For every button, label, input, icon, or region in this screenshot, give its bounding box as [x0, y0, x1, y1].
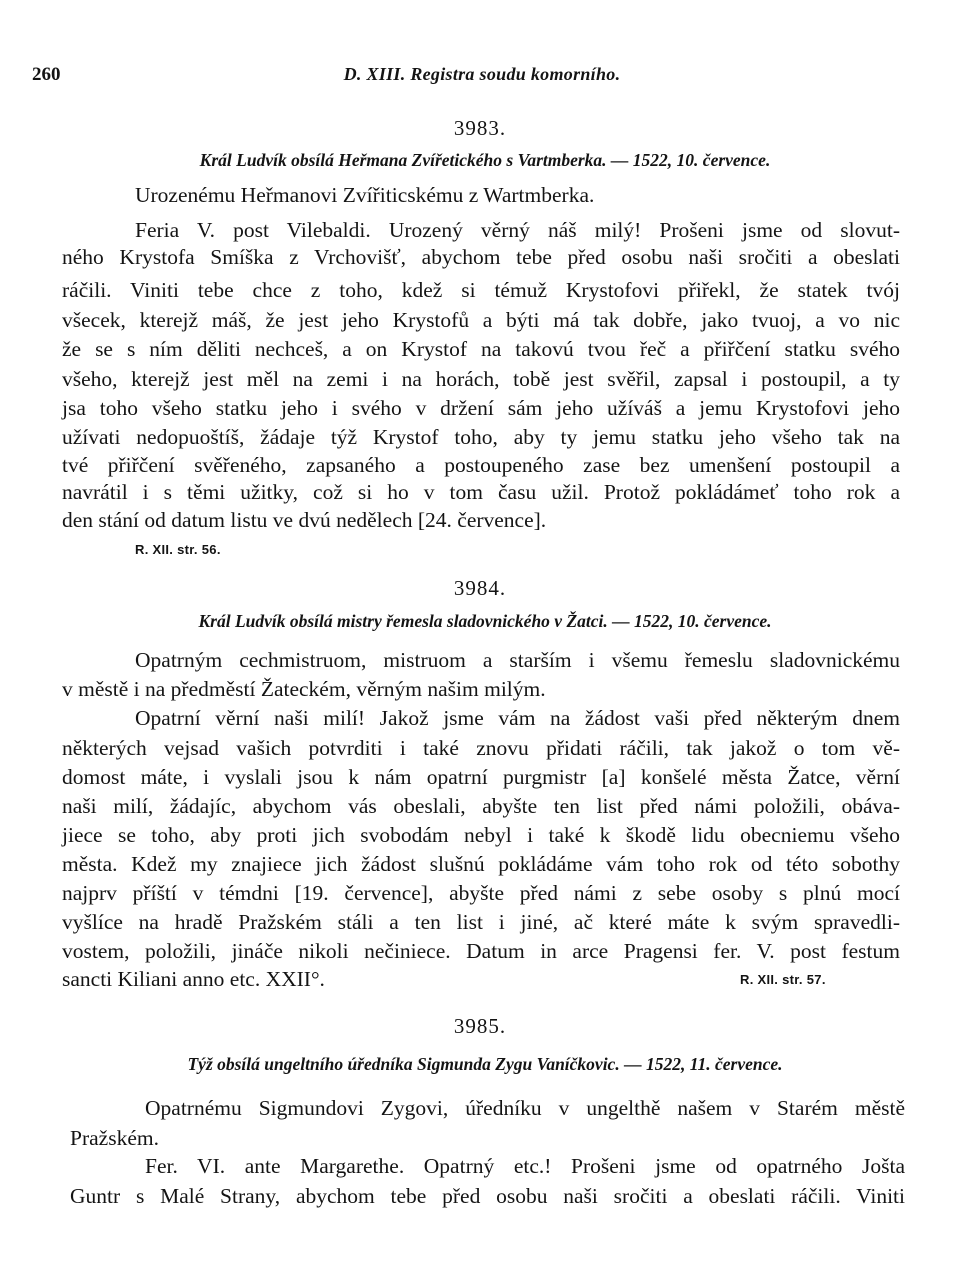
address-line: Opatrným cechmistruom, mistruom a starším i všemu řemeslu sladovnickému [135, 648, 900, 672]
text-line: vostem, položili, jináče nikoli nečiniece. Datum in arce Pragensi fer. V. post festum [62, 939, 900, 963]
text-line: užívati nedopuoštíš, žádaje týž Krystof toho, aby ty jemu statku jeho všeho tak na [62, 425, 900, 449]
text-line: tvé přiřčení svěřeného, zapsaného a postoupeného zase bez umenšení postoupil a [62, 453, 900, 477]
text-line: najprv příští v témdni [19. července], abyšte před námi z sebe osoby s plnú mocí [62, 881, 900, 905]
document-number: 3985. [453, 1014, 507, 1038]
text-line: Fer. VI. ante Margarethe. Opatrný etc.! Prošeni jsme od opatrného Jošta [145, 1154, 905, 1178]
document-regest: Týž obsílá ungeltního úředníka Sigmunda Zygu Vaníčkovic. — 1522, 11. července. [187, 1054, 783, 1074]
text-line: že se s ním děliti nechceš, a on Krystof na takovú tvou řeč a přiřčení statku svého [62, 337, 900, 361]
text-line: naši milí, žádajíc, abychom vás obeslali, abyšte ten list před námi položili, obáva- [62, 794, 900, 818]
text-line: města. Kdež my znajiece jich žádost slušnú pokládáme vám toho rok od této sobothy [62, 852, 900, 876]
document-number: 3983. [453, 116, 507, 140]
text-line: Opatrní věrní naši milí! Jakož jsme vám na žádost vaši před některým dnem [135, 706, 900, 730]
address-line: Urozenému Heřmanovi Zvířiticskému z Wartmberka. [135, 183, 595, 207]
document-regest: Král Ludvík obsílá Heřmana Zvířetického s Vartmberka. — 1522, 10. července. [199, 150, 771, 170]
text-line: ného Krystofa Smíška z Vrchovišť, abychom tebe před osobu naši sročiti a obeslati [62, 245, 900, 269]
text-line: všecek, kterejž máš, že jest jeho Krystofů a býti má tak dobře, jako tvuoj, a vo nic [62, 308, 900, 332]
page-number: 260 [32, 64, 61, 85]
text-line: navrátil i s těmi užitky, což si ho v tom času užil. Protož pokládámeť toho rok a [62, 480, 900, 504]
text-line: vyšlíce na hradě Pražském stáli a ten list i jiné, ač které máte k svým spravedli- [62, 910, 900, 934]
document-number: 3984. [453, 576, 507, 600]
source-reference: R. XII. str. 57. [740, 972, 826, 987]
address-line: v městě i na předměstí Žateckém, věrným našim milým. [62, 677, 546, 701]
running-title: D. XIII. Registra soudu komorního. [343, 64, 621, 84]
text-line: ráčili. Viniti tebe chce z toho, kdež si témuž Krystofovi přiřekl, že statek tvój [62, 278, 900, 302]
text-line: jsa toho všeho statku jeho i svého v držení sám jeho užíváš a jemu Krystofovi jeho [62, 396, 900, 420]
address-line: Pražském. [70, 1126, 159, 1150]
text-line: den stání od datum listu ve dvú nedělech [24. července]. [62, 508, 547, 532]
text-line: Feria V. post Vilebaldi. Urozený věrný náš milý! Prošeni jsme od slovut- [135, 218, 900, 242]
text-line: Guntr s Malé Strany, abychom tebe před osobu naši sročiti a obeslati ráčili. Viniti [70, 1184, 905, 1208]
text-line: jiece se toho, aby proti jich svobodám nebyl i také k škodě lidu obecniemu všeho [62, 823, 900, 847]
text-line: všeho, kterejž jest měl na zemi i na horách, tobě jest svěřil, zapsal i postoupil, a ty [62, 367, 900, 391]
running-head [32, 64, 932, 88]
text-line: sancti Kiliani anno etc. XXII°. [62, 967, 325, 991]
document-regest: Král Ludvík obsílá mistry řemesla sladovnického v Žatci. — 1522, 10. července. [198, 611, 772, 631]
address-line: Opatrnému Sigmundovi Zygovi, úředníku v ungelthě našem v Starém městě [145, 1096, 905, 1120]
text-line: některých vejsad vašich potvrditi i také znovu přidati ráčili, tak jakož o tom vě- [62, 736, 900, 760]
text-line: domost máte, i vyslali jsou k nám opatrní purgmistr [a] konšelé města Žatce, věrní [62, 765, 900, 789]
source-reference: R. XII. str. 56. [135, 542, 221, 557]
